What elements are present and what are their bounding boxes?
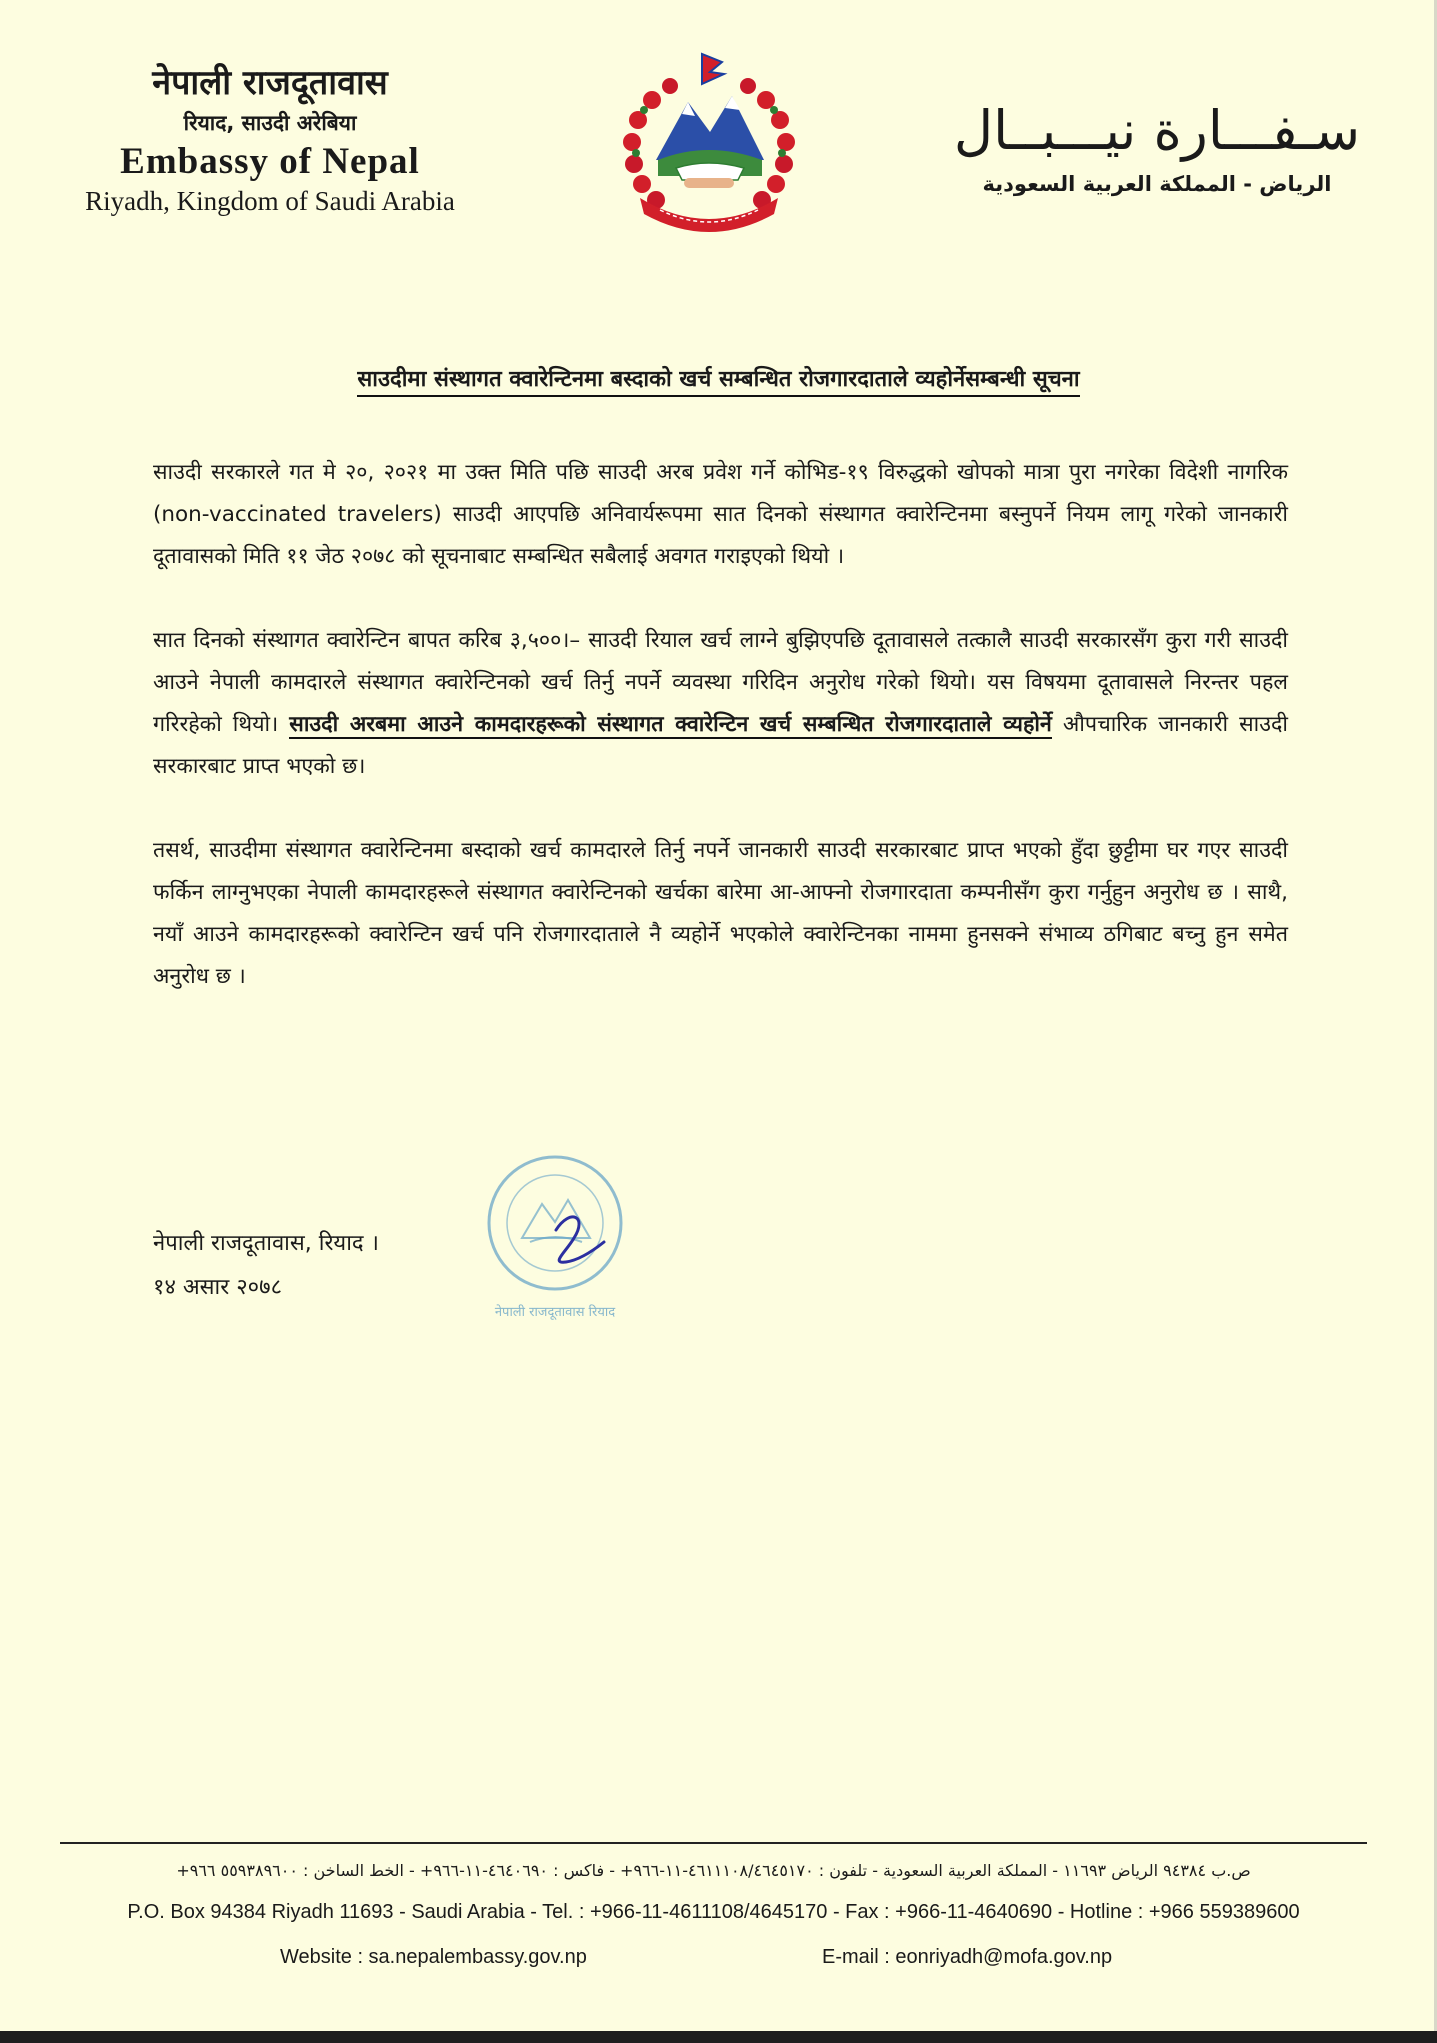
paragraph-1: साउदी सरकारले गत मे २०, २०२१ मा उक्त मिति पछि साउदी अरब प्रवेश गर्ने कोभिड-१९ विरुद्धको खोपको मात्रा पुरा नगरेका विदेशी नागरिक (non-vaccinated travelers) साउदी आएपछि अनिवार्यरूपमा सात दिनको संस्थागत क्वारेन्टिनमा बस्नुपर्ने नियम लागू गरेको जानकारी दूतावासको मिति ११ जेठ २०७८ को सूचनाबाट सम्बन्धित सबैलाई अवगत गराइएको थियो । xyxy=(153,460,1288,569)
embassy-name-english: Embassy of Nepal xyxy=(120,141,420,182)
paragraph-3: तसर्थ, साउदीमा संस्थागत क्वारेन्टिनमा बस्दाको खर्च कामदारले तिर्नु नपर्ने जानकारी साउदी सरकारबाट प्राप्त भएको हुँदा छुट्टीमा घर गएर साउदी फर्किन लाग्नुभएका नेपाली कामदारहरूले संस्थागत क्वारेन्टिनको खर्चका बारेमा आ-आफ्नो रोजगारदाता कम्पनीसँग कुरा गर्नुहुन अनुरोध छ । साथै, नयाँ आउने कामदारहरूको क्वारेन्टिन खर्च पनि रोजगारदाताले नै व्यहोर्ने भएकोले क्वारेन्टिनका नाममा हुनसक्ने संभाव्य ठगिबाट बच्नु हुन समेत अनुरोध छ । xyxy=(153,838,1288,989)
embassy-location-english: Riyadh, Kingdom of Saudi Arabia xyxy=(85,186,455,216)
letterhead-right xyxy=(937,100,1377,206)
paragraph-2-emphasis: साउदी अरबमा आउने कामदारहरूको संस्थागत क्वारेन्टिन खर्च सम्बन्धित रोजगारदाताले व्यहोर्ने xyxy=(289,712,1052,737)
footer-divider xyxy=(60,1842,1367,1844)
embassy-location-arabic: الرياض - المملكة العربية السعودية xyxy=(982,172,1332,196)
signature-icon xyxy=(556,1217,604,1262)
embassy-location-nepali: रियाद, साउदी अरेबिया xyxy=(183,111,357,135)
date-line: १४ असार २०७८ xyxy=(153,1275,283,1300)
paragraph-2 xyxy=(153,620,1288,788)
coat-of-arms-icon xyxy=(598,50,820,240)
footer-website-link[interactable]: Website : sa.nepalembassy.gov.np xyxy=(280,1946,587,1968)
paragraph-2-tail: औपचारिक जानकारी साउदी सरकारबाट प्राप्त भएको छ। xyxy=(153,712,1288,779)
page-bottom-edge xyxy=(0,2031,1437,2043)
footer-arabic-contact: ص.ب ٩٤٣٨٤ الرياض ١١٦٩٣ - المملكة العربية السعودية - تلفون : ٤٦١١١٠٨/٤٦٤٥١٧٠-١١-٩٦٦+ - فاكس : ٤٦٤٠٦٩٠-١١-٩٦٦+ - الخط الساخن : ٥٥٩٣٨٩٦٠٠ ٩٦٦+ xyxy=(176,1861,1251,1880)
footer-address: P.O. Box 94384 Riyadh 11693 - Saudi Arabia - Tel. : +966-11-4611108/4645170 - Fax : +966-11-4640690 - Hotline : +966 559389600 xyxy=(127,1901,1300,1923)
seal-text: नेपाली राजदूतावास रियाद xyxy=(494,1305,616,1320)
embassy-name-nepali: नेपाली राजदूतावास xyxy=(152,63,388,103)
notice-subject xyxy=(140,363,1297,393)
paragraph-2-text: सात दिनको संस्थागत क्वारेन्टिन बापत करिब ३,५००।– साउदी रियाल खर्च लाग्ने बुझिएपछि दूतावासले तत्कालै साउदी सरकारसँग कुरा गरी साउदी आउने नेपाली कामदारले संस्थागत क्वारेन्टिनको खर्च तिर्नु नपर्ने व्यवस्था गरिदिन अनुरोध गरेको थियो। यस विषयमा दूतावासले निरन्तर पहल गरिरहेको थियो। xyxy=(153,628,1288,737)
embassy-name-arabic: سـفـــارة نيـــبــال xyxy=(953,99,1361,162)
sender-line: नेपाली राजदूतावास, रियाद । xyxy=(153,1231,379,1256)
closing-block xyxy=(153,1222,379,1310)
notice-body xyxy=(153,452,1288,1040)
subject-text: साउदीमा संस्थागत क्वारेन्टिनमा बस्दाको खर्च सम्बन्धित रोजगारदाताले व्यहोर्नेसम्बन्धी सूचना xyxy=(357,367,1079,397)
embassy-seal-icon xyxy=(470,1138,640,1324)
footer-email-link[interactable]: E-mail : eonriyadh@mofa.gov.np xyxy=(822,1946,1113,1968)
letterhead-left xyxy=(50,60,490,218)
